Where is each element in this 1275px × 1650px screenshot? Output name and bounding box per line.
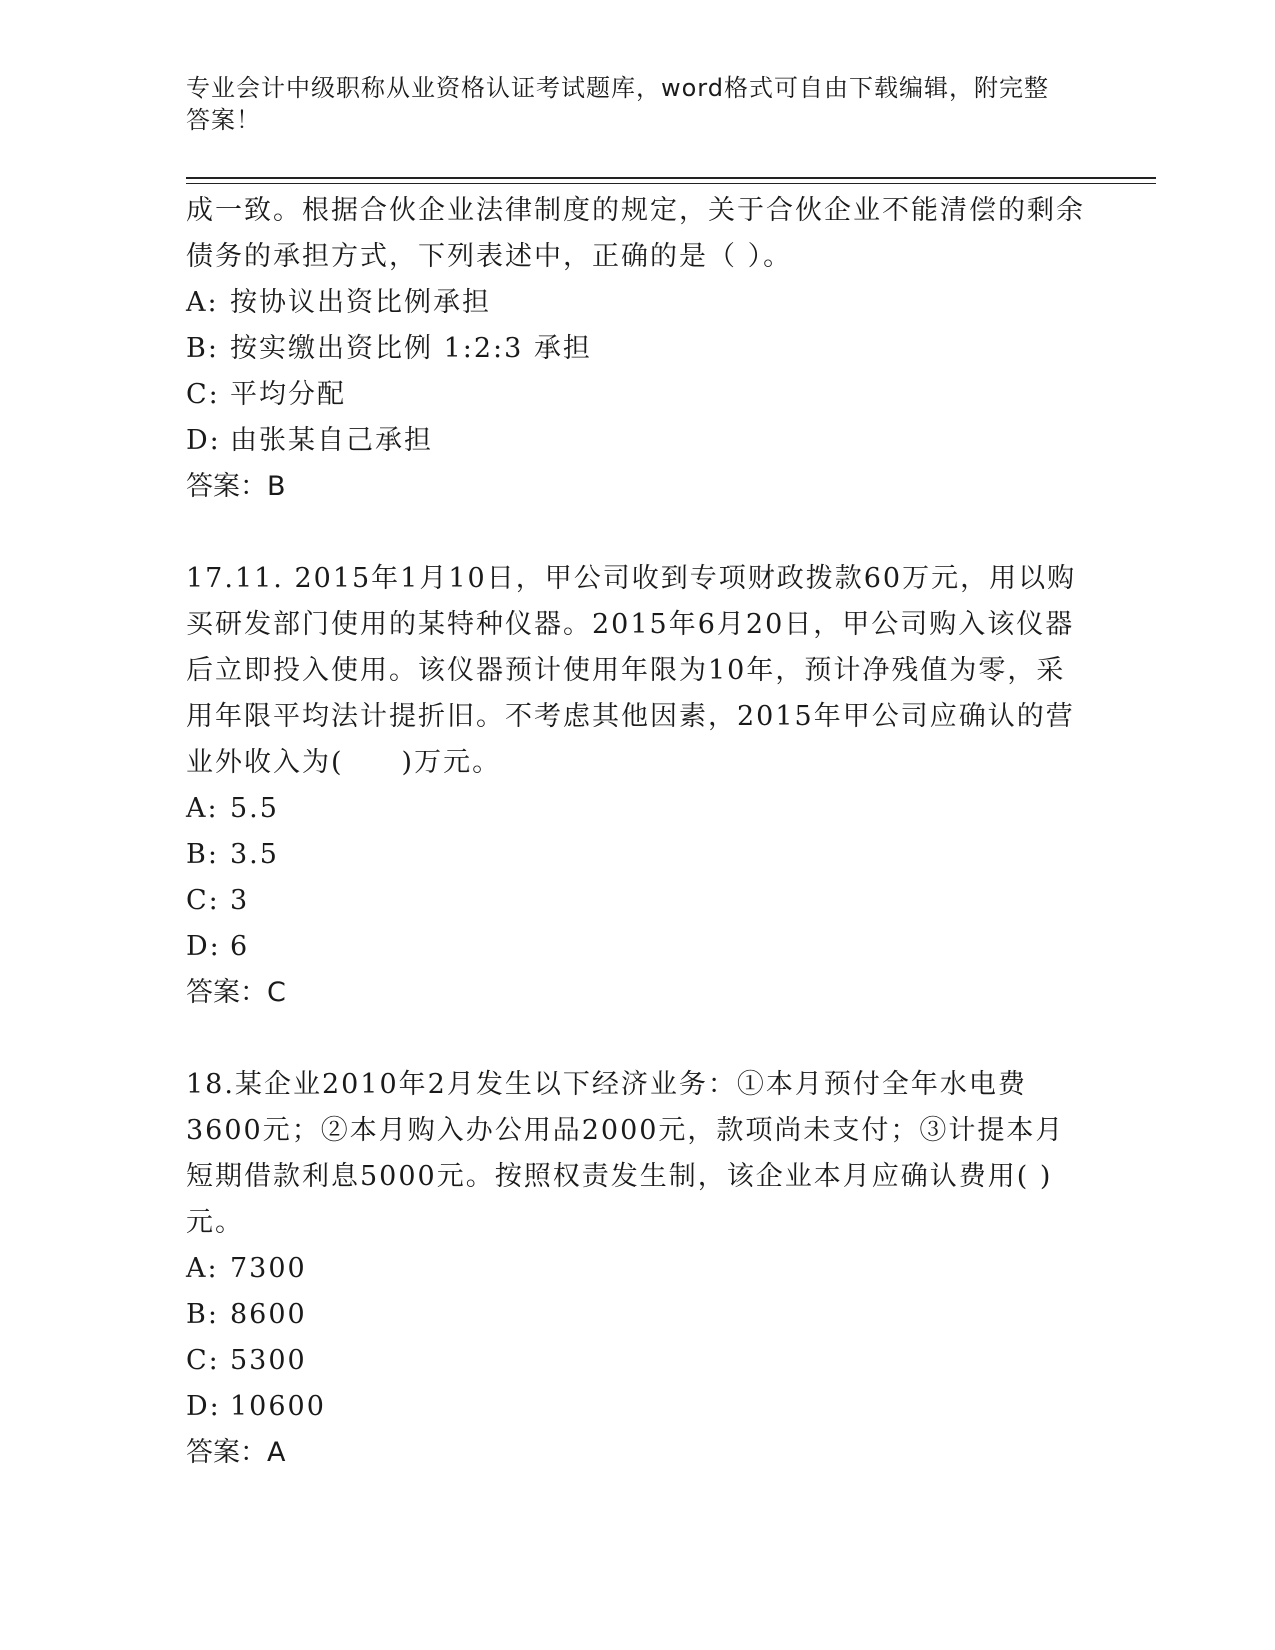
option-text: 10600	[230, 1391, 326, 1422]
option-c	[186, 878, 1086, 924]
option-a	[186, 1246, 1086, 1292]
option-text: 由张某自己承担	[230, 425, 433, 456]
question-stem: 成一致。根据合伙企业法律制度的规定，关于合伙企业不能清偿的剩余债务的承担方式，下列表述中，正确的是（ ）。	[186, 195, 1085, 272]
option-key: C:	[186, 379, 220, 410]
option-key: B:	[186, 839, 219, 870]
option-b	[186, 326, 1086, 372]
option-d	[186, 1384, 1086, 1430]
question-stem: 18.某企业2010年2月发生以下经济业务：①本月预付全年水电费3600元；②本月购入办公用品2000元，款项尚未支付；③计提本月短期借款利息5000元。按照权责发生制，该企业本月应确认费用( )元。	[186, 1069, 1065, 1238]
option-key: A:	[186, 1253, 219, 1284]
option-c	[186, 1338, 1086, 1384]
option-key: D:	[186, 1391, 221, 1422]
header-rule-bottom	[186, 183, 1156, 184]
option-a	[186, 280, 1086, 326]
option-text: 5300	[230, 1345, 307, 1376]
spacer	[186, 1016, 1086, 1062]
question-list	[186, 188, 1086, 1476]
option-d	[186, 418, 1086, 464]
option-key: D:	[186, 425, 221, 456]
question-16	[186, 188, 1086, 510]
option-text: 按实缴出资比例 1:2:3 承担	[230, 333, 592, 364]
option-b	[186, 1292, 1086, 1338]
answer-line: 答案：C	[186, 977, 286, 1008]
option-key: A:	[186, 793, 219, 824]
option-key: B:	[186, 333, 219, 364]
option-d	[186, 924, 1086, 970]
option-key: C:	[186, 1345, 220, 1376]
answer-line: 答案：A	[186, 1437, 286, 1468]
option-c	[186, 372, 1086, 418]
page-header: 专业会计中级职称从业资格认证考试题库，word格式可自由下载编辑，附完整答案！	[186, 74, 1049, 134]
question-stem: 17.11. 2015年1月10日，甲公司收到专项财政拨款60万元，用以购买研发部门使用的某特种仪器。2015年6月20日，甲公司购入该仪器后立即投入使用。该仪器预计使用年限为10年，预计净残值为零，采用年限平均法计提折旧。不考虑其他因素，2015年甲公司应确认的营业外收入为( )万元。	[186, 563, 1077, 778]
option-key: C:	[186, 885, 220, 916]
option-key: D:	[186, 931, 221, 962]
answer-line: 答案：B	[186, 471, 286, 502]
option-text: 6	[230, 931, 250, 962]
question-18	[186, 1062, 1086, 1476]
option-text: 平均分配	[230, 379, 346, 410]
header-rule-top	[186, 177, 1156, 179]
option-key: A:	[186, 287, 219, 318]
option-b	[186, 832, 1086, 878]
option-text: 7300	[230, 1253, 307, 1284]
question-17	[186, 556, 1086, 1016]
option-a	[186, 786, 1086, 832]
option-text: 3	[230, 885, 250, 916]
option-key: B:	[186, 1299, 219, 1330]
option-text: 3.5	[230, 839, 279, 870]
option-text: 8600	[230, 1299, 307, 1330]
spacer	[186, 510, 1086, 556]
option-text: 按协议出资比例承担	[230, 287, 491, 318]
option-text: 5.5	[230, 793, 279, 824]
